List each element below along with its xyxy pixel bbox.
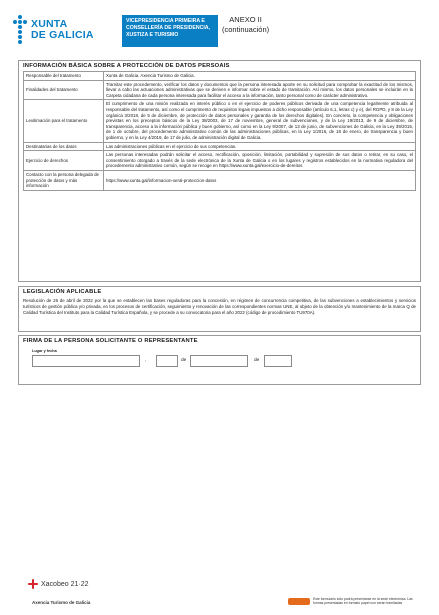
- xacobeo-cross-icon: [28, 579, 38, 589]
- table-row: [24, 80, 416, 100]
- row-key: Contacto con la persona delegada de protección de datos y más información: [24, 170, 104, 190]
- row-value: https://www.xunta.gal/informacion-xeral-proteccion-datos: [104, 170, 416, 190]
- annex-subtitle: (continuación): [222, 25, 270, 34]
- xunta-cross-icon: [12, 15, 28, 45]
- date-separator-de-1: de: [181, 358, 187, 363]
- row-value: El cumprimento de una misión realizada en interés público o en el ejercicio de poderes públicos derivada de una competencia legalmente atribuida al responsable del tratamento, así como el cumprimento de requisitos legais impuestos a dicho responsable (artículo 6.1, letras c) y e), del RGPD, y 8 de la Ley orgánica 3/2018, de 5 de diciembre, de protección de datos personales y garantía de los derechos digitales). En concreto, la competencia y obligaciones previstas en los preceptos básicos de la Ley 38/2003, de 17 de noviembre, general de subvenciones, y de la Ley 19/2013, de 9 de diciembre, de transparencia, acceso a la información pública y buen gobierno, así como en la Ley 9/2007, de 13 de junio, de subvenciones de Galicia, en la Ley 39/2015, de 1 de octubre, del procedemento administrativo común de las administraciones públicas, en la Ley 1/2016, de 18 de enero, de transparencia y buen gobierno, y en la Ley 4/2019, de 17 de julio, de administración digital de Galicia.: [104, 100, 416, 142]
- sede-notice: Este formulario sólo podrá presentarse en la sede electrónica. Las formas presentadas en formato papel non serán tramitadas: [313, 597, 413, 606]
- date-separator-de-2: de: [254, 358, 260, 363]
- agency-name: Axencia Turismo de Galicia: [32, 600, 91, 605]
- xacobeo-logo: [28, 579, 88, 589]
- row-value: Xunta de Galicia. Axencia Turismo de Galicia.: [104, 72, 416, 81]
- row-key: Finalidades del tratamento: [24, 80, 104, 100]
- xacobeo-text: Xacobeo 21·22: [41, 580, 89, 588]
- row-value: Las administraciones públicas en el ejercicio de sus competencias.: [104, 142, 416, 151]
- department-line-2: CONSELLERÍA DE PRESIDENCIA,: [126, 25, 210, 31]
- row-value: Las personas interesadas podrán solicitar el acceso, rectificación, oposición, limitación, portabilidad y supresión de sus datos o retirar, en su caso, el consentimiento otorgado a través de la sede electrónica de la Xunta de Galicia o en los lugares y registros establecidos en la normativa reguladora del procedemento administrativo común, según se recoge en https://www.xunta.gal/exercicio-de-dereitos: [104, 151, 416, 171]
- place-field[interactable]: [32, 355, 140, 367]
- row-key: Destinatarias de los datos: [24, 142, 104, 151]
- legislation-section: [18, 286, 421, 332]
- table-row: [24, 170, 416, 190]
- row-value: Tramitar este procedemento, verificar los datos y documentos que la persona interesada aporte en su solicitud para comprobar la exactitud de los mismos, llevar a cabo las actuaciones administrativas que se deriven e informar sobre el estado de tramitación. Así mismo, los datos personales se incluirán en la Carpeta cidadana de cada persona interesada para facilitar el acceso a la información, tanto personal como de carácter administrativo.: [104, 80, 416, 100]
- place-date-label: Lugar y fecha: [32, 349, 57, 353]
- xunta-logo: [12, 12, 120, 48]
- table-row: [24, 151, 416, 171]
- signature-title: FIRMA DE LA PERSONA SOLICITANTE O REPRESENTANTE: [23, 338, 198, 344]
- department-line-3: XUSTIZA E TURISMO: [126, 32, 179, 38]
- data-protection-section: [18, 60, 421, 282]
- document-header: [12, 12, 427, 48]
- legislation-title: LEGISLACIÓN APLICABLE: [23, 289, 102, 295]
- month-field[interactable]: [190, 355, 248, 367]
- logo-line-1: XUNTA: [31, 18, 68, 30]
- department-banner: [122, 15, 218, 47]
- data-protection-title: INFORMACIÓN BÁSICA SOBRE A PROTECCIÓN DE DATOS PERSOAIS: [23, 63, 230, 69]
- row-key: Ejercicio de derechos: [24, 151, 104, 171]
- sede-electronica-icon: [288, 598, 310, 605]
- day-field[interactable]: [156, 355, 178, 367]
- table-row: [24, 72, 416, 81]
- data-protection-table: [23, 71, 416, 191]
- row-key: Responsable del tratamento: [24, 72, 104, 81]
- table-row: [24, 142, 416, 151]
- table-row: [24, 100, 416, 142]
- annex-title: ANEXO II: [229, 15, 262, 24]
- logo-line-2: DE GALICIA: [31, 29, 94, 41]
- department-line-1: VICEPRESIDENCIA PRIMEIRA E: [126, 18, 205, 24]
- legislation-text: Resolución de 26 de abril de 2022 por la que se establecen las bases reguladoras para la concesión, en régimen de concurrencia competitiva, de las subvenciones a establecimientos y servicios turísticos de gestión pública y/o privada, en los procesos de certificación, seguimiento y renovación de las correspondientes normas UNE, al objeto de la obtención y/o mantenimiento de la marca Q de Calidad Turística del Instituto para la Calidad Turística Española, y se procede a su convocatoria para el año 2022 (código de procedimiento TU970A).: [23, 298, 416, 315]
- year-field[interactable]: [264, 355, 292, 367]
- annex-label: [222, 15, 269, 35]
- date-separator-comma: ,: [145, 358, 147, 363]
- row-key: Lexitimación para el tratamento: [24, 100, 104, 142]
